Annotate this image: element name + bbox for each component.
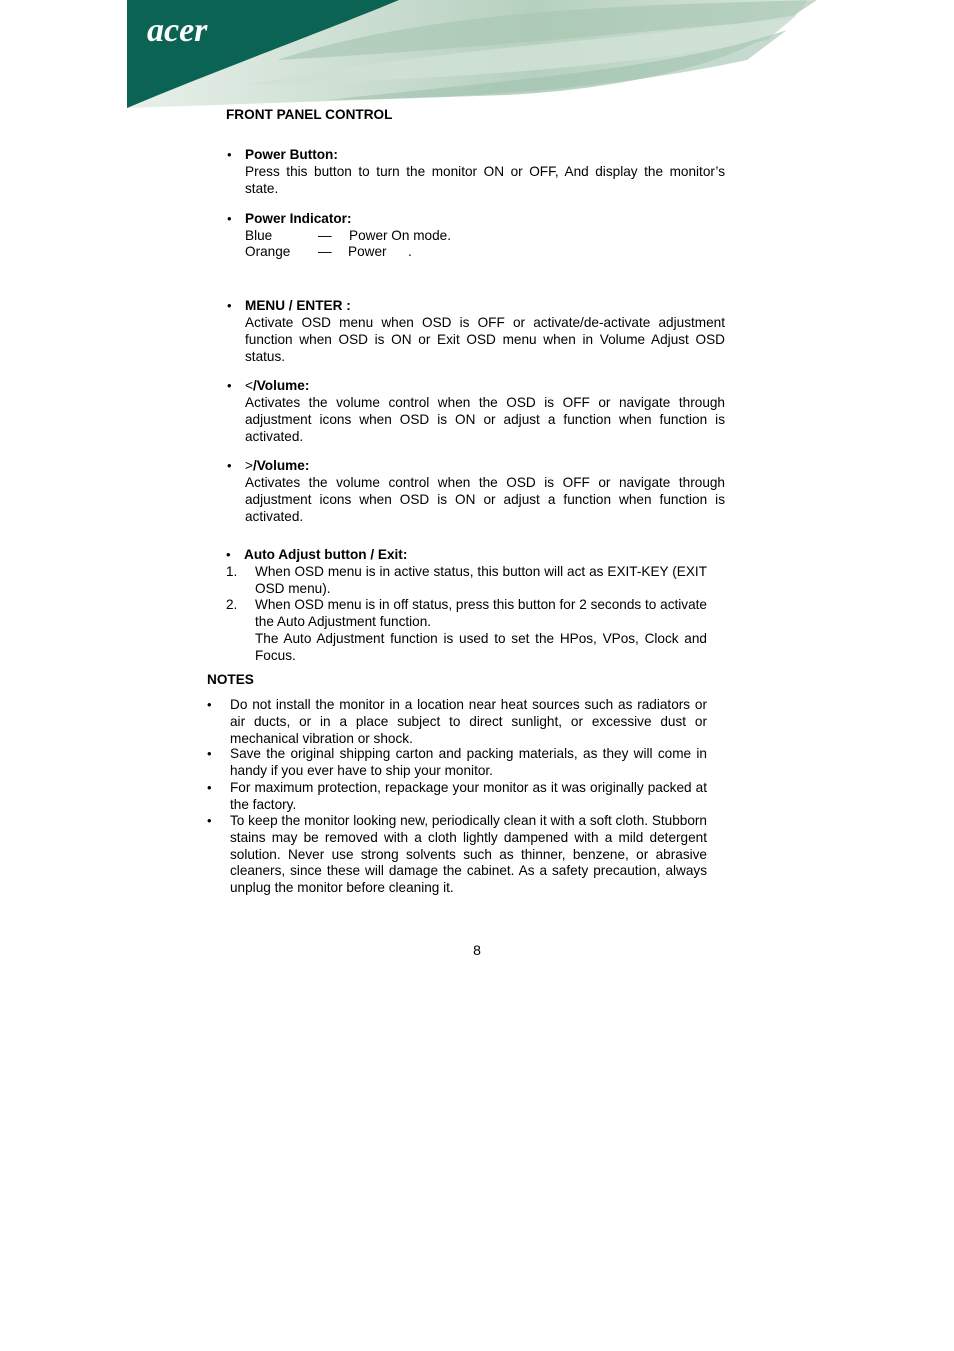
indicator-color-orange: Orange <box>245 244 291 259</box>
section-title-notes: NOTES <box>207 672 254 687</box>
auto-adjust-item-2: When OSD menu is in off status, press this button for 2 seconds to activate the Auto Adjustment function. <box>255 597 707 629</box>
menu-enter-text: Activate OSD menu when OSD is OFF or activate/de-activate adjustment function when OSD is ON or Exit OSD menu when in Volume Adjust OSD status. <box>245 315 725 364</box>
indicator-dash: — <box>318 228 332 243</box>
bullet-icon: • <box>227 147 232 162</box>
bullet-icon: • <box>207 697 212 712</box>
acer-logo: acer <box>147 12 208 49</box>
section-title-front-panel: FRONT PANEL CONTROL <box>226 107 393 122</box>
indicator-desc-orange: Power <box>348 244 387 259</box>
volume-right-heading <box>245 458 309 475</box>
indicator-desc-blue: Power On mode. <box>349 228 451 243</box>
bullet-icon: • <box>207 813 212 828</box>
volume-left-text: Activates the volume control when the OSD is OFF or navigate through adjustment icons when OSD is ON or adjust a function when function is activated. <box>245 395 725 444</box>
list-number: 2. <box>226 597 238 612</box>
auto-adjust-label: Auto Adjust button / Exit: <box>244 547 408 562</box>
volume-left-label: /Volume: <box>252 378 310 393</box>
indicator-color-blue: Blue <box>245 228 273 243</box>
bullet-icon: • <box>227 298 232 313</box>
list-number: 1. <box>226 564 238 579</box>
volume-right-text: Activates the volume control when the OSD is OFF or navigate through adjustment icons when OSD is ON or adjust a function when function is activated. <box>245 475 725 524</box>
volume-right-label: /Volume: <box>252 458 310 473</box>
bullet-icon: • <box>227 458 232 473</box>
bullet-icon: • <box>227 211 232 226</box>
note-item: To keep the monitor looking new, periodically clean it with a soft cloth. Stubborn stains may be removed with a cloth lightly dampened with a mild detergent solution. Never use strong solvents such as thinner, benzene, or abrasive cleaners, since these will damage the cabinet. As a safety precaution, always unplug the monitor before cleaning it. <box>230 813 707 896</box>
power-button-label: Power Button: <box>245 147 338 162</box>
bullet-icon: • <box>207 746 212 761</box>
power-indicator-label: Power Indicator: <box>245 211 352 226</box>
volume-right-prefix: > <box>245 458 253 473</box>
auto-adjust-item-2-extra: The Auto Adjustment function is used to set the HPos, VPos, Clock and Focus. <box>255 631 707 663</box>
bullet-icon: • <box>226 547 231 562</box>
power-button-text: Press this button to turn the monitor ON or OFF, And display the monitor’s state. <box>245 164 725 196</box>
bullet-icon: • <box>227 378 232 393</box>
bullet-icon: • <box>207 780 212 795</box>
note-item: For maximum protection, repackage your monitor as it was originally packed at the factory. <box>230 780 707 812</box>
volume-left-heading <box>245 378 309 395</box>
note-item: Do not install the monitor in a location near heat sources such as radiators or air ducts, or in a place subject to direct sunlight, or excessive dust or mechanical vibration or shock. <box>230 697 707 746</box>
header-banner <box>127 0 827 110</box>
menu-enter-label: MENU / ENTER : <box>245 298 351 313</box>
indicator-dash: — <box>318 244 332 259</box>
note-item: Save the original shipping carton and packing materials, as they will come in handy if you ever have to ship your monitor. <box>230 746 707 778</box>
volume-left-prefix: < <box>245 378 253 393</box>
auto-adjust-item-1: When OSD menu is in active status, this button will act as EXIT-KEY (EXIT OSD menu). <box>255 564 707 596</box>
indicator-trail: . <box>408 244 412 259</box>
page-number: 8 <box>473 942 481 958</box>
